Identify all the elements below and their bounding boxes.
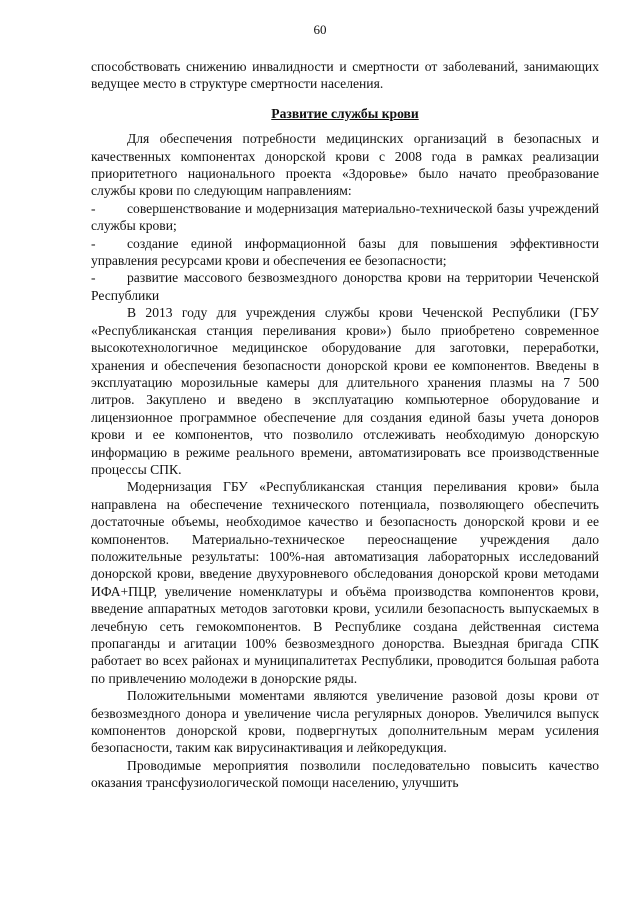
page-number: 60 — [313, 22, 327, 37]
bullet-marker: - — [91, 235, 96, 251]
paragraph-3: Модернизация ГБУ «Республиканская станция переливания крови» была направлена на обеспечение технического потенциала, позволяющего обеспечить достаточные объемы, необходимое качество и безопасность донорской крови и ее компонентов. Материально-техническое переоснащение учреждения дало положительные результаты: 100%-ная автоматизация лабораторных исследований донорской крови, введение двухуровневого обследования донорской крови методами ИФА+ПЦР, увеличение номенклатуры и объёма производства компонентов крови, введение аппаратных методов заготовки крови, усилили безопасность выпускаемых в лечебную сеть гемокомпонентов. В Республике создана действенная система пропаганды и агитации 100% безвозмездного донорства. Выездная бригада СПК работает во всех районах и муниципалитетах Республики, проводится большая работа по привлечению молодежи в донорские ряды. — [91, 479, 599, 686]
bullet-item-3 — [91, 269, 599, 304]
bullet-item-2 — [91, 235, 599, 270]
paragraph-1: Для обеспечения потребности медицинских организаций в безопасных и качественных компонентах донорской крови с 2008 года в рамках реализации приоритетного национального проекта «Здоровье» было начато преобразование службы крови по следующим направлениям: — [91, 131, 599, 199]
section-heading: Развитие службы крови — [271, 105, 419, 121]
bullet-marker: - — [91, 270, 96, 286]
intro-paragraph: способствовать снижению инвалидности и смертности от заболеваний, занимающих ведущее место в структуре смертности населения. — [91, 59, 599, 92]
bullet-item-1 — [91, 200, 599, 235]
bullet-text: создание единой информационной базы для повышения эффективности управления ресурсами крови и обеспечения ее безопасности; — [91, 235, 599, 269]
bullet-text: развитие массового безвозмездного донорства крови на территории Чеченской Республики — [91, 270, 599, 303]
paragraph-5: Проводимые мероприятия позволили последовательно повысить качество оказания трансфузиологической помощи населению, улучшить — [91, 757, 599, 791]
document-body — [91, 58, 599, 792]
paragraph-4: Положительными моментами являются увеличение разовой дозы крови от безвозмездного донора и увеличение числа регулярных доноров. Увеличился выпуск компонентов донорской крови, подвергнутых дополнительным мерам усиления безопасности, таким как вирусинактивация и лейкоредукция. — [91, 688, 599, 756]
bullet-marker: - — [91, 200, 96, 216]
paragraph-2: В 2013 году для учреждения службы крови Чеченской Республики (ГБУ «Республиканская станция переливания крови») было приобретено современное высокотехнологичное медицинское оборудование для заготовки, переработки, хранения и обеспечения безопасности донорской крови ее компонентов. Введены в эксплуатацию морозильные камеры для длительного хранения плазмы на 7 500 литров. Закуплено и введено в эксплуатацию компьютерное оборудование и лицензионное программное обеспечение для создания единой базы учета доноров крови и ее компонентов, что позволило отслеживать необходимую донорскую информацию в режиме реального времени, автоматизировать все производственные процессы СПК. — [91, 305, 599, 477]
bullet-text: совершенствование и модернизация материально-технической базы учреждений службы крови; — [91, 200, 599, 234]
